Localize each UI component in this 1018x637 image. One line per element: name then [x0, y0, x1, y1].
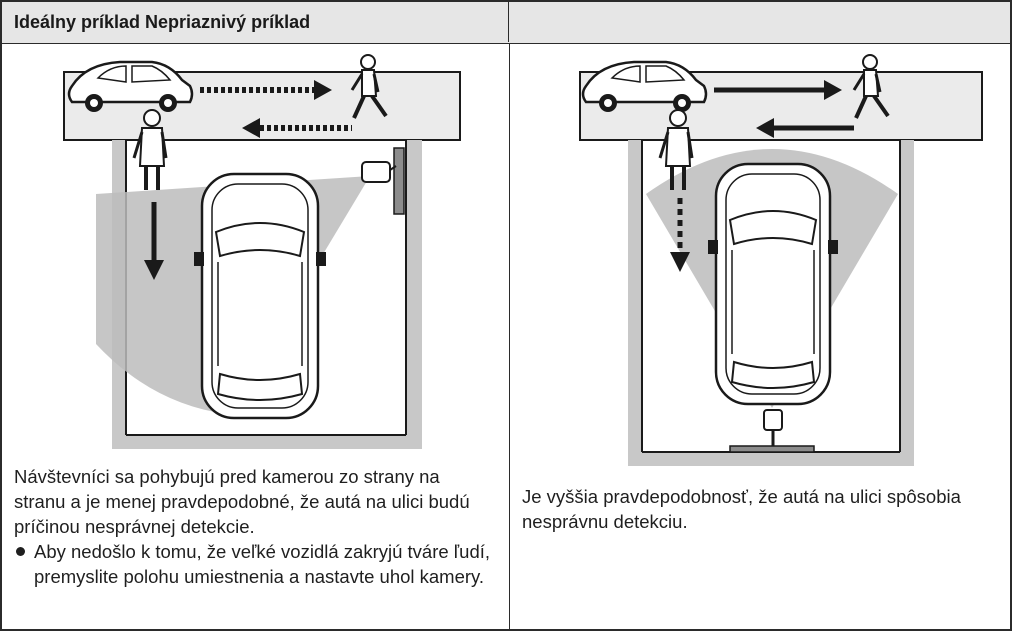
unfavorable-example-panel	[510, 44, 1012, 631]
ideal-paragraph: Návštevníci sa pohybujú pred kamerou zo strany na stranu a je menej pravdepodobné, že autá na ulici budú príčinou nesprávnej detekcie.	[14, 466, 470, 537]
table-header-row	[2, 2, 1010, 44]
ideal-placement-diagram	[2, 44, 509, 464]
ideal-description	[14, 464, 494, 589]
unfavorable-description	[522, 484, 992, 534]
ideal-example-panel	[2, 44, 509, 631]
car-top-icon	[194, 174, 326, 418]
security-camera-icon	[730, 410, 814, 452]
unfavorable-paragraph: Je vyššia pravdepodobnosť, že autá na ulici spôsobia nesprávnu detekciu.	[522, 486, 961, 532]
ideal-bullet-text: Aby nedošlo k tomu, že veľké vozidlá zakryjú tváre ľudí, premyslite polohu umiestnenia a nastavte uhol kamery.	[34, 541, 491, 587]
unfavorable-placement-diagram	[510, 44, 1012, 474]
car-top-icon	[708, 164, 838, 404]
header-cell-empty	[509, 2, 1010, 42]
ideal-bullet	[14, 539, 494, 589]
security-camera-icon	[362, 148, 404, 214]
header-cell-examples: Ideálny príklad Nepriaznivý príklad	[2, 2, 509, 42]
bullet-icon	[16, 547, 25, 556]
